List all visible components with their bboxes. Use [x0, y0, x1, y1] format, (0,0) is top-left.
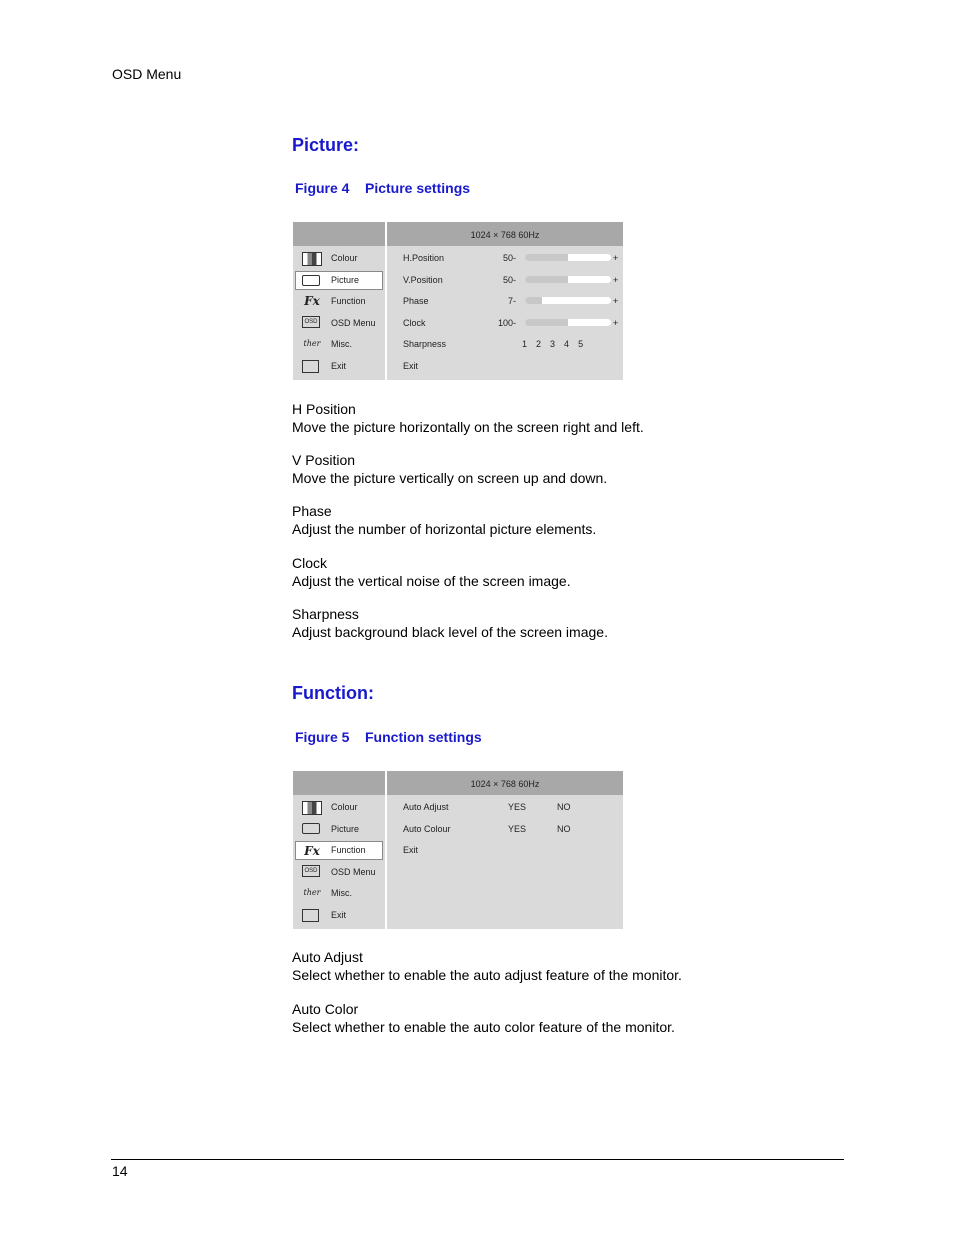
- osd-menu-item-misc[interactable]: [296, 884, 382, 903]
- slider-fill: [525, 254, 568, 261]
- description-term: Clock: [292, 555, 328, 571]
- description-auto-color: [292, 1001, 852, 1036]
- osd-menu-item-picture[interactable]: [296, 820, 382, 839]
- row-label: Sharpness: [403, 339, 447, 349]
- figure-title: Function settings: [365, 729, 482, 745]
- osd-settings-column: [387, 222, 623, 380]
- figure-number: Figure 5: [295, 729, 350, 745]
- osd-menu-column: [293, 222, 385, 380]
- osd-row-exit[interactable]: [403, 841, 618, 860]
- description-sharpness: [292, 606, 852, 641]
- colour-icon: [302, 801, 322, 815]
- row-label: V.Position: [403, 275, 443, 285]
- osd-row-clock[interactable]: [403, 314, 618, 333]
- description-term: Auto Color: [292, 1001, 359, 1017]
- osd-settings-column: [387, 771, 623, 929]
- menu-label: Picture: [331, 275, 360, 285]
- row-label: H.Position: [403, 253, 445, 263]
- v-position-slider[interactable]: [525, 276, 611, 283]
- sharpness-option[interactable]: 2: [536, 339, 542, 349]
- sharpness-option[interactable]: 4: [564, 339, 570, 349]
- section-heading-picture: Picture:: [292, 135, 360, 155]
- osd-menu-item-osd-menu[interactable]: [296, 314, 382, 333]
- section-heading-function: Function:: [292, 683, 374, 703]
- figure-title: Picture settings: [365, 180, 471, 196]
- osd-row-auto-colour[interactable]: [403, 820, 618, 839]
- osd-row-sharpness[interactable]: [403, 335, 618, 354]
- osd-resolution-header: 1024 × 768 60Hz: [387, 222, 623, 246]
- description-term: Auto Adjust: [292, 949, 363, 965]
- description-term: V Position: [292, 452, 356, 468]
- sharpness-options: [522, 335, 592, 354]
- osd-row-auto-adjust[interactable]: [403, 798, 618, 817]
- menu-label: Colour: [331, 253, 358, 263]
- description-text: Adjust the vertical noise of the screen image.: [292, 572, 571, 589]
- description-text: Adjust background black level of the screen image.: [292, 623, 608, 640]
- sharpness-option[interactable]: 3: [550, 339, 556, 349]
- osd-menu-item-exit[interactable]: [296, 906, 382, 925]
- footer-rule: [111, 1159, 844, 1160]
- clock-slider[interactable]: [525, 319, 611, 326]
- exit-icon: [302, 360, 319, 373]
- h-position-slider[interactable]: [525, 254, 611, 261]
- osd-menu-item-exit[interactable]: [296, 357, 382, 376]
- osd-icon: OSD: [302, 865, 320, 877]
- description-text: Adjust the number of horizontal picture elements.: [292, 520, 597, 537]
- row-label: Phase: [403, 296, 429, 306]
- description-term: H Position: [292, 401, 356, 417]
- osd-row-phase[interactable]: [403, 292, 618, 311]
- figure-caption-5: [295, 729, 482, 745]
- osd-menu-item-osd-menu[interactable]: [296, 863, 382, 882]
- figure-caption-4: [295, 180, 470, 196]
- plus-icon: +: [613, 318, 619, 328]
- osd-picture-settings: [293, 222, 623, 380]
- row-value: 7-: [507, 296, 516, 306]
- exit-icon: [302, 909, 319, 922]
- yes-option[interactable]: YES: [508, 802, 527, 812]
- description-term: Sharpness: [292, 606, 359, 622]
- misc-icon: ther: [303, 888, 321, 897]
- row-value: 100-: [497, 318, 516, 328]
- description-clock: [292, 555, 852, 590]
- slider-fill: [525, 297, 542, 304]
- description-text: Select whether to enable the auto adjust feature of the monitor.: [292, 966, 682, 983]
- osd-icon: OSD: [302, 316, 320, 328]
- menu-label: Misc.: [331, 888, 352, 898]
- sharpness-option[interactable]: 1: [522, 339, 528, 349]
- osd-menu-item-function[interactable]: [296, 292, 382, 311]
- plus-icon: +: [613, 296, 619, 306]
- osd-menu-item-misc[interactable]: [296, 335, 382, 354]
- row-label: Clock: [403, 318, 426, 328]
- row-value: 50-: [502, 275, 516, 285]
- slider-fill: [525, 319, 568, 326]
- osd-row-h-position[interactable]: [403, 249, 618, 268]
- description-text: Move the picture horizontally on the screen right and left.: [292, 418, 644, 435]
- running-head: OSD Menu: [112, 66, 182, 82]
- no-option[interactable]: NO: [557, 824, 571, 834]
- row-label: Exit: [403, 361, 419, 371]
- row-label: Auto Adjust: [403, 802, 449, 812]
- osd-menu-item-colour[interactable]: [296, 249, 382, 268]
- menu-label: OSD Menu: [331, 867, 376, 877]
- osd-menu-item-picture[interactable]: [295, 271, 383, 290]
- menu-label: Function: [331, 845, 366, 855]
- colour-icon: [302, 252, 322, 266]
- picture-icon: [302, 275, 320, 286]
- misc-icon: ther: [303, 339, 321, 348]
- description-auto-adjust: [292, 949, 852, 984]
- sharpness-option[interactable]: 5: [578, 339, 584, 349]
- phase-slider[interactable]: [525, 297, 611, 304]
- description-phase: [292, 503, 852, 538]
- description-term: Phase: [292, 503, 332, 519]
- menu-label: OSD Menu: [331, 318, 376, 328]
- osd-resolution-header: 1024 × 768 60Hz: [387, 771, 623, 795]
- menu-label: Picture: [331, 824, 360, 834]
- osd-menu-header: [293, 222, 385, 246]
- osd-menu-item-colour[interactable]: [296, 798, 382, 817]
- menu-label: Misc.: [331, 339, 352, 349]
- osd-row-exit[interactable]: [403, 357, 618, 376]
- row-value: 50-: [502, 253, 516, 263]
- osd-row-v-position[interactable]: [403, 271, 618, 290]
- description-h-position: [292, 401, 852, 436]
- description-text: Move the picture vertically on screen up and down.: [292, 469, 608, 486]
- menu-label: Colour: [331, 802, 358, 812]
- menu-label: Function: [331, 296, 366, 306]
- osd-menu-item-function[interactable]: [295, 841, 383, 860]
- page-number: 14: [112, 1163, 128, 1179]
- function-fx-icon: Fx: [304, 844, 320, 858]
- menu-label: Exit: [331, 910, 347, 920]
- plus-icon: +: [613, 253, 619, 263]
- row-label: Auto Colour: [403, 824, 451, 834]
- description-v-position: [292, 452, 852, 487]
- menu-label: Exit: [331, 361, 347, 371]
- slider-fill: [525, 276, 568, 283]
- no-option[interactable]: NO: [557, 802, 571, 812]
- function-fx-icon: Fx: [304, 294, 320, 308]
- picture-icon: [302, 823, 320, 834]
- row-label: Exit: [403, 845, 419, 855]
- osd-function-settings: [293, 771, 623, 929]
- plus-icon: +: [613, 275, 619, 285]
- osd-menu-column: [293, 771, 385, 929]
- figure-number: Figure 4: [295, 180, 350, 196]
- yes-option[interactable]: YES: [508, 824, 527, 834]
- osd-menu-header: [293, 771, 385, 795]
- description-text: Select whether to enable the auto color feature of the monitor.: [292, 1018, 675, 1035]
